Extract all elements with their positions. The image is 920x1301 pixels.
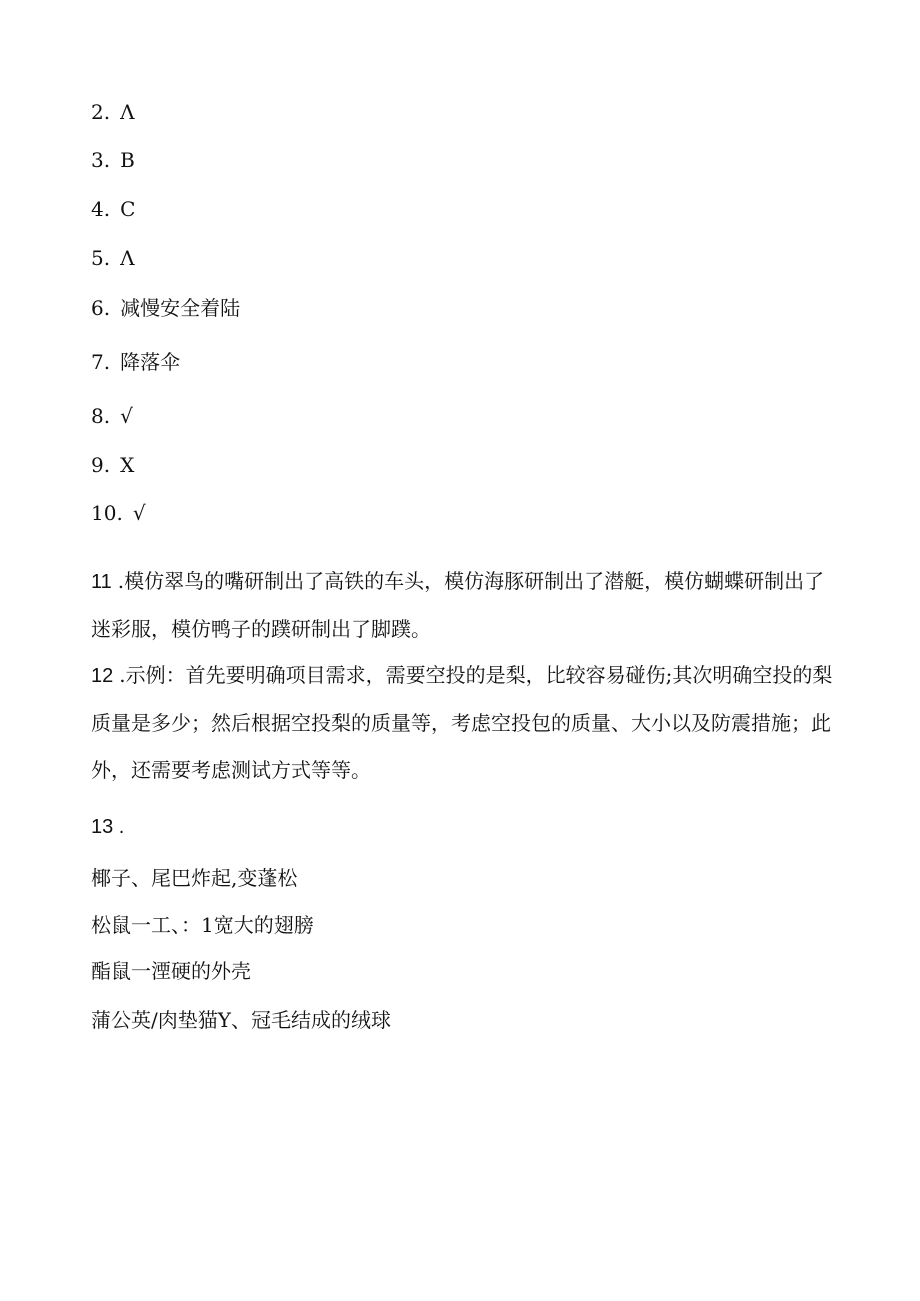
answer-number: 12 bbox=[91, 665, 114, 687]
answer-7 bbox=[91, 349, 180, 375]
answer-13-line-1: 椰子、尾巴炸起,变蓬松 bbox=[91, 866, 298, 890]
answer-9 bbox=[91, 452, 134, 478]
answer-number: 6. bbox=[91, 296, 111, 320]
answer-13-line-3: 酯鼠一湮硬的外壳 bbox=[91, 959, 251, 983]
answer-number: 10. bbox=[91, 501, 123, 525]
answer-text: Λ bbox=[120, 246, 135, 270]
answer-text: B bbox=[120, 148, 135, 172]
answer-text: √ bbox=[132, 501, 146, 525]
answer-8 bbox=[91, 403, 133, 429]
answer-text: 降落伞 bbox=[120, 350, 181, 374]
answer-6 bbox=[91, 295, 240, 321]
answer-10 bbox=[91, 500, 146, 526]
answer-3 bbox=[91, 147, 135, 173]
answer-number: 11 bbox=[91, 571, 112, 593]
answer-number: 2. bbox=[91, 100, 111, 124]
answer-12 bbox=[91, 652, 836, 794]
answer-text: 减慢安全着陆 bbox=[120, 296, 241, 320]
answer-number: 7. bbox=[91, 350, 111, 374]
answer-text: Λ bbox=[120, 100, 135, 124]
answer-2 bbox=[91, 99, 135, 125]
answer-13-line-2: 松鼠一工、：1宽大的翅膀 bbox=[91, 913, 314, 937]
answer-5 bbox=[91, 245, 135, 271]
answer-number: 8. bbox=[91, 404, 111, 428]
answer-4 bbox=[91, 196, 135, 222]
answer-text: X bbox=[120, 453, 135, 477]
answer-number: 4. bbox=[91, 197, 111, 221]
answer-text: .模仿翠鸟的嘴研制出了高铁的车头，模仿海豚研制出了潜艇，模仿蝴蝶研制出了迷彩服，模仿鸭子的蹼研制出了脚蹼。 bbox=[91, 569, 825, 641]
answer-11 bbox=[91, 558, 836, 653]
answer-number: 5. bbox=[91, 246, 111, 270]
answer-text: .示例：首先要明确项目需求，需要空投的是梨，比较容易碰伤;其次明确空投的梨质量是多少；然后根据空投梨的质量等，考虑空投包的质量、大小以及防震措施；此外，还需要考虑测试方式等等。 bbox=[91, 663, 833, 782]
answer-text: √ bbox=[120, 404, 133, 428]
answer-number: 3. bbox=[91, 148, 111, 172]
answer-13-label: 13 . bbox=[91, 816, 125, 838]
answer-number: 9. bbox=[91, 453, 111, 477]
answer-text: C bbox=[120, 197, 136, 221]
answer-13-line-4: 蒲公英/肉垫猫Y、冠毛结成的绒球 bbox=[91, 1008, 391, 1032]
